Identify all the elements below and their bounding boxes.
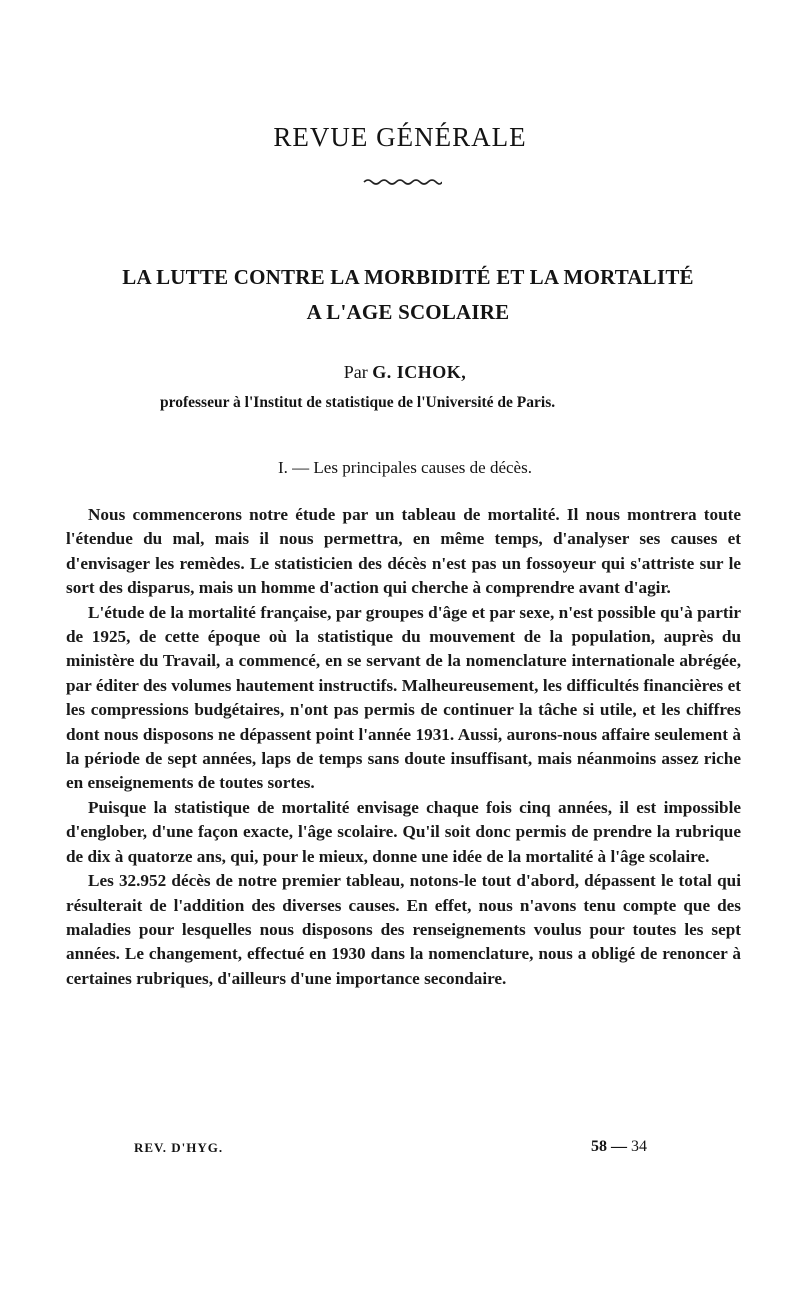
byline bbox=[0, 362, 800, 383]
paragraph-3: Puisque la statistique de mortalité envisage chaque fois cinq années, il est impossible d'englober, d'une façon exacte, l'âge scolaire. Qu'il soit donc permis de prendre la rubrique de dix à quatorze ans, qui, pour le mieux, donne une idée de la mortalité à l'âge scolaire. bbox=[66, 797, 741, 866]
page-separator: — bbox=[611, 1138, 627, 1155]
paragraph-2: L'étude de la mortalité française, par groupes d'âge et par sexe, n'est possible qu'à partir de 1925, de cette époque où la statistique du mouvement de la population, auprès du ministère du Travail, a commencé, en se servant de la nomenclature internationale abrégée, par éditer des volumes hautement instructifs. Malheureusement, les difficultés financières et les compressions budgétaires, n'ont pas permis de continuer la tâche si utile, et les chiffres dont nous disposons ne dépassent point l'année 1931. Aussi, aurons-nous affaire seulement à la période de sept années, laps de temps sans doute insuffisant, mais néanmoins assez riche en enseignements de toutes sortes. bbox=[66, 602, 741, 793]
journal-abbreviation: REV. D'HYG. bbox=[134, 1140, 224, 1155]
paragraph-4: Les 32.952 décès de notre premier tableau, notons-le tout d'abord, dépassent le total qui résulterait de l'addition des diverses causes. En effet, nous n'avons tenu compte que des maladies pour lesquelles nous disposons des renseignements voulus pour toutes les sept années. Le changement, effectué en 1930 dans la nomenclature, nous a obligé de renoncer à certaines rubriques, d'ailleurs d'une importance secondaire. bbox=[66, 871, 741, 988]
volume-number: 58 bbox=[591, 1138, 607, 1155]
byline-label: Par bbox=[343, 362, 368, 382]
section-heading: I. — Les principales causes de décès. bbox=[278, 458, 532, 477]
article-title-line-1: LA LUTTE CONTRE LA MORBIDITÉ ET LA MORTALITÉ bbox=[122, 265, 694, 289]
paragraph-1: Nous commencerons notre étude par un tableau de mortalité. Il nous montrera toute l'étendue du mal, mais il nous permettra, en même temps, d'analyser ses causes et d'envisager les remèdes. Le statisticien des décès n'est pas un fossoyeur qui s'attriste sur le sort des disparus, mais un homme d'action qui cherche à comprendre avant d'agir. bbox=[66, 505, 741, 598]
article-body bbox=[66, 503, 741, 991]
article-title-line-2: A L'AGE SCOLAIRE bbox=[306, 300, 510, 324]
author-name: G. ICHOK, bbox=[372, 362, 467, 382]
wavy-ornament bbox=[362, 176, 442, 186]
author-affiliation: professeur à l'Institut de statistique de l'Université de Paris. bbox=[160, 394, 556, 411]
page-reference bbox=[591, 1138, 647, 1156]
page-number: 34 bbox=[631, 1138, 647, 1155]
journal-title: REVUE GÉNÉRALE bbox=[273, 122, 527, 152]
